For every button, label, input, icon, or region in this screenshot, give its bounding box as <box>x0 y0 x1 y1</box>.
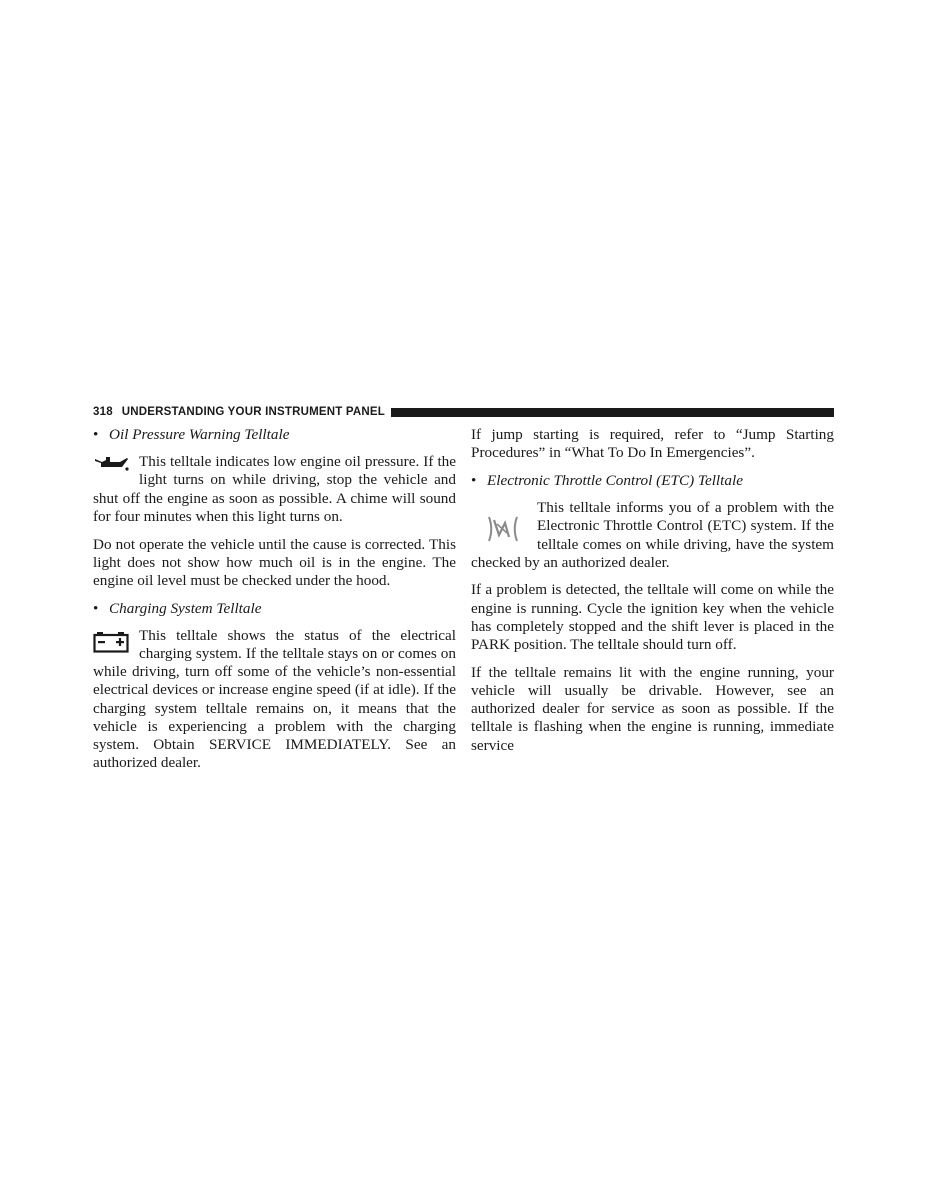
etc-service-advice: If the telltale remains lit with the engine running, your vehicle will usually be drivable. However, see an authorized dealer for service as soon as possible. If the telltale is flashing when the engine is running, immediate service <box>471 663 834 754</box>
etc-description: This telltale informs you of a problem with the Electronic Throttle Control (ETC) system. If the telltale comes on while driving, have the system checked by an authorized dealer. <box>471 499 834 571</box>
header-rule <box>391 408 834 417</box>
right-column <box>471 426 834 764</box>
jump-start-reference: If jump starting is required, refer to “Jump Starting Procedures” in “What To Do In Emergencies”. <box>471 426 834 462</box>
page-header <box>93 405 834 419</box>
charging-system-description: This telltale shows the status of the electrical charging system. If the telltale stays on or comes on while driving, turn off some of the vehicle’s non-essential electrical devices or increase engine speed (if at idle). If the charging system telltale remains on, it means that the vehicle is experiencing a problem with the charging system. Obtain SERVICE IMMEDIATELY. See an authorized dealer. <box>93 626 456 772</box>
throttle-control-icon <box>483 511 523 545</box>
oil-pressure-description: This telltale indicates low engine oil pressure. If the light turns on while driving, stop the vehicle and shut off the engine as soon as possible. A chime will sound for four minutes when this light turns on. <box>93 453 456 525</box>
charging-system-heading: • Charging System Telltale <box>93 599 262 617</box>
oil-pressure-note: Do not operate the vehicle until the cause is corrected. This light does not show how much oil is in the engine. The engine oil level must be checked under the hood. <box>93 535 456 589</box>
oil-pressure-heading: • Oil Pressure Warning Telltale <box>93 426 290 443</box>
oil-can-icon <box>93 455 129 473</box>
bullet-icon: • <box>93 599 99 617</box>
page-number: 318 <box>93 406 113 418</box>
etc-detection: If a problem is detected, the telltale will come on while the engine is running. Cycle the ignition key when the vehicle has completely stopped and the shift lever is placed in the PARK position. The telltale should turn off. <box>471 581 834 654</box>
bullet-icon: • <box>93 426 99 443</box>
section-title: UNDERSTANDING YOUR INSTRUMENT PANEL <box>121 406 385 418</box>
bullet-icon: • <box>471 471 477 489</box>
battery-icon <box>93 631 129 653</box>
left-column <box>93 426 456 782</box>
etc-heading: • Electronic Throttle Control (ETC) Telltale <box>471 471 743 489</box>
